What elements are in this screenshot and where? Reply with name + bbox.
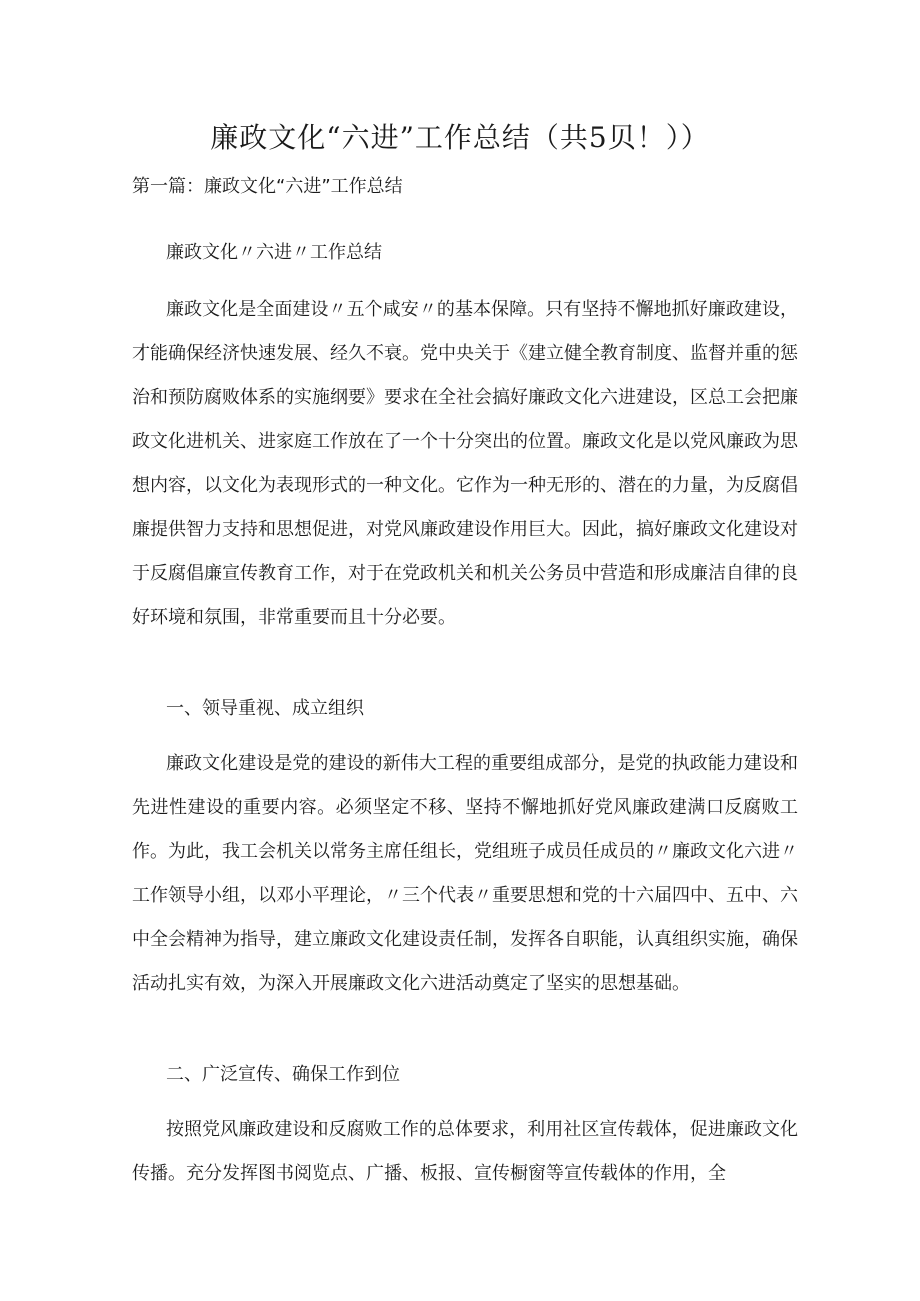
section-heading: 第一篇：廉政文化“六进”工作总结 [132, 176, 403, 197]
body-paragraph: 廉政文化建设是党的建设的新伟大工程的重要组成部分，是党的执政能力建设和先进性建设的重要内容。必须坚定不移、坚持不懈地抓好党风廉政建满口反腐败工作。为此，我工会机关以常务主席任组长，党组班子成员任成员的〃廉政文化六进〃工作领导小组，以邓小平理论，〃三个代表〃重要思想和党的十六届四中、五中、六中全会精神为指导，建立廉政文化建设责任制，发挥各自职能，认真组织实施，确保活动扎实有效，为深入开展廉政文化六进活动奠定了坚实的思想基础。 [132, 753, 798, 994]
section-heading-publicity: 二、广泛宣传、确保工作到位 [166, 1064, 400, 1085]
body-paragraph: 廉政文化是全面建设〃五个咸安〃的基本保障。只有坚持不懈地抓好廉政建设，才能确保经济快速发展、经久不衰。党中央关于《建立健全教育制度、监督并重的惩治和预防腐败体系的实施纲要》要求在全社会搞好廉政文化六进建设，区总工会把廉政文化进机关、进家庭工作放在了一个十分突出的位置。廉政文化是以党风廉政为思想内容，以文化为表现形式的一种文化。它作为一种无形的、潜在的力量，为反腐倡廉提供智力支持和思想促进，对党风廉政建设作用巨大。因此，搞好廉政文化建设对于反腐倡廉宣传教育工作，对于在党政机关和机关公务员中营造和形成廉洁自律的良好环境和氛围，非常重要而且十分必要。 [132, 299, 798, 628]
document-title: 廉政文化“六进”工作总结（共5贝！）） [210, 121, 710, 154]
section-heading-leadership: 一、领导重视、成立组织 [166, 698, 364, 719]
document-subtitle: 廉政文化〃六进〃工作总结 [166, 242, 382, 263]
body-paragraph: 按照党风廉政建设和反腐败工作的总体要求，利用社区宣传载体，促进廉政文化传播。充分发挥图书阅览点、广播、板报、宣传橱窗等宣传载体的作用，全 [132, 1119, 798, 1184]
